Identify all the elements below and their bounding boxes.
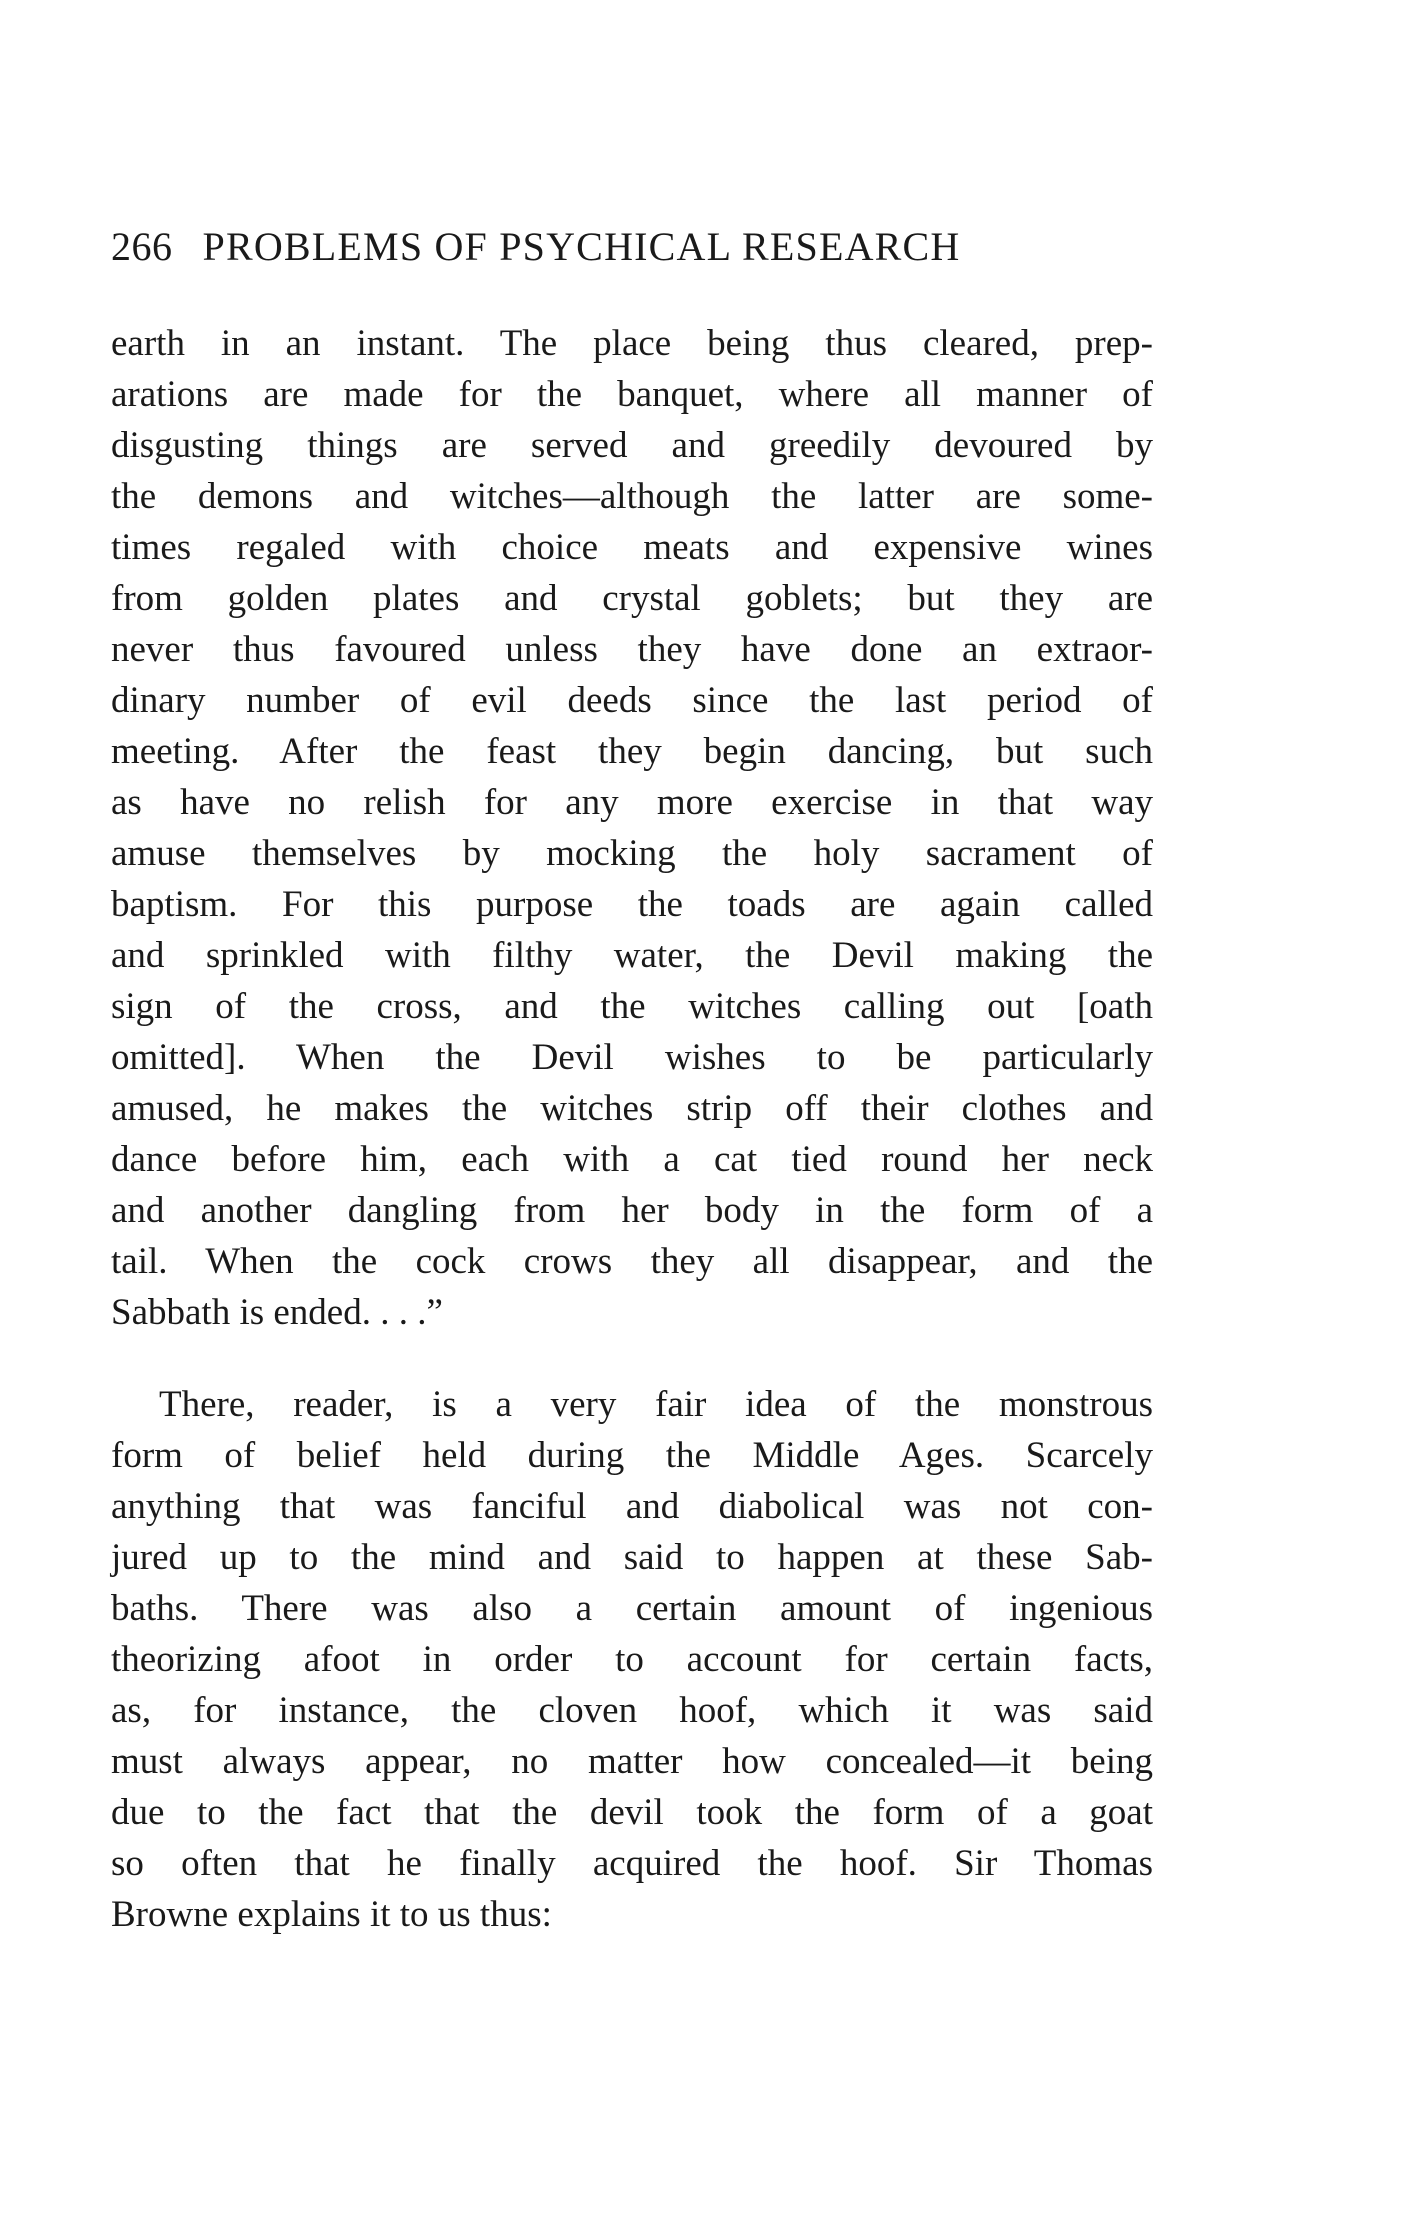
paragraph	[111, 1379, 1153, 1940]
text-line: tail. When the cock crows they all disappear, and the	[111, 1241, 1153, 1282]
text-line: Sabbath is ended. . . .”	[111, 1292, 443, 1333]
text-line: times regaled with choice meats and expensive wines	[111, 527, 1153, 568]
text-line: There, reader, is a very fair idea of the monstrous	[159, 1384, 1153, 1425]
running-head	[111, 222, 1161, 272]
text-line: jured up to the mind and said to happen at these Sab-	[111, 1537, 1153, 1578]
page-number: 266	[111, 224, 173, 269]
text-line: meeting. After the feast they begin dancing, but such	[111, 731, 1153, 772]
text-line: amuse themselves by mocking the holy sacrament of	[111, 833, 1153, 874]
text-line: omitted]. When the Devil wishes to be particularly	[111, 1037, 1153, 1078]
text-line: as have no relish for any more exercise in that way	[111, 782, 1153, 823]
text-line: due to the fact that the devil took the form of a goat	[111, 1792, 1153, 1833]
text-line: sign of the cross, and the witches calling out [oath	[111, 986, 1153, 1027]
text-line: baths. There was also a certain amount of ingenious	[111, 1588, 1153, 1629]
text-line: as, for instance, the cloven hoof, which it was said	[111, 1690, 1153, 1731]
text-line: earth in an instant. The place being thus cleared, prep-	[111, 323, 1153, 364]
text-line: form of belief held during the Middle Ages. Scarcely	[111, 1435, 1153, 1476]
text-line: so often that he finally acquired the hoof. Sir Thomas	[111, 1843, 1153, 1884]
text-line: disgusting things are served and greedily devoured by	[111, 425, 1153, 466]
text-line: baptism. For this purpose the toads are again called	[111, 884, 1153, 925]
text-line: and another dangling from her body in the form of a	[111, 1190, 1153, 1231]
book-title: PROBLEMS OF PSYCHICAL RESEARCH	[202, 224, 961, 269]
text-line: Browne explains it to us thus:	[111, 1894, 552, 1935]
text-line: theorizing afoot in order to account for certain facts,	[111, 1639, 1153, 1680]
text-line: must always appear, no matter how concealed—it being	[111, 1741, 1153, 1782]
text-line: amused, he makes the witches strip off their clothes and	[111, 1088, 1153, 1129]
text-line: and sprinkled with filthy water, the Devil making the	[111, 935, 1153, 976]
text-line: never thus favoured unless they have done an extraor-	[111, 629, 1153, 670]
text-line: dance before him, each with a cat tied round her neck	[111, 1139, 1153, 1180]
paragraph-continued	[111, 318, 1153, 1338]
text-line: from golden plates and crystal goblets; but they are	[111, 578, 1153, 619]
text-line: arations are made for the banquet, where all manner of	[111, 374, 1153, 415]
text-line: dinary number of evil deeds since the last period of	[111, 680, 1153, 721]
text-line: anything that was fanciful and diabolical was not con-	[111, 1486, 1153, 1527]
text-line: the demons and witches—although the latter are some-	[111, 476, 1153, 517]
